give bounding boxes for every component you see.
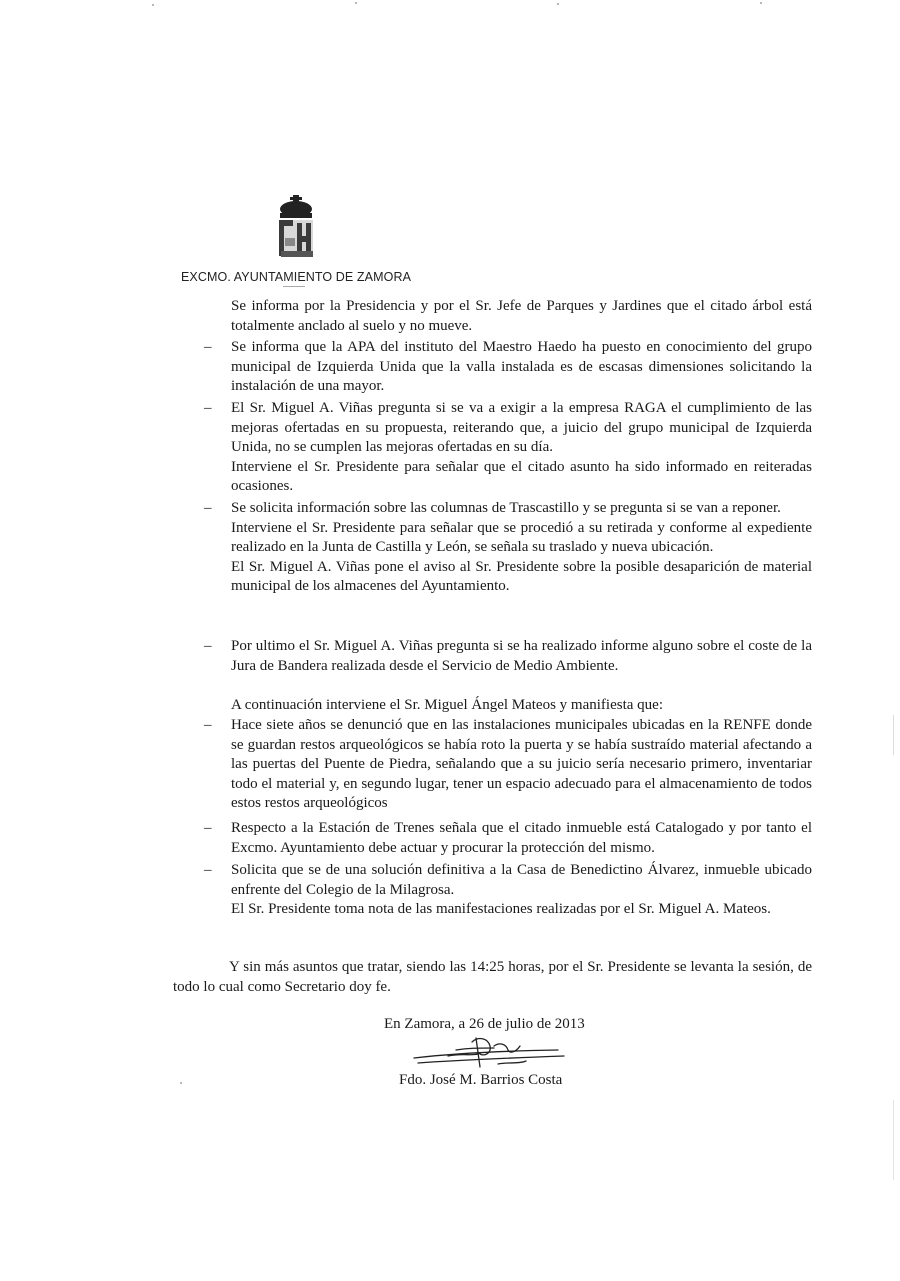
list-bullet: – xyxy=(204,717,212,733)
list-item xyxy=(231,297,812,336)
paragraph: Respecto a la Estación de Trenes señala que el citado inmueble está Catalogado y por tanto el Excmo. Ayuntamiento debe actuar y procurar la protección del mismo. xyxy=(231,820,812,856)
scan-artifact xyxy=(760,2,762,4)
scan-artifact xyxy=(557,3,559,5)
scan-artifact xyxy=(355,2,357,4)
list-bullet: – xyxy=(204,500,212,516)
paragraph: Solicita que se de una solución definitiva a la Casa de Benedictino Álvarez, inmueble ubicado enfrente del Colegio de la Milagrosa. xyxy=(231,862,812,898)
paragraph: Se informa que la APA del instituto del Maestro Haedo ha puesto en conocimiento del grupo municipal de Izquierda Unida que la valla instalada es de escasas dimensiones solicitando la instalación de una mayor. xyxy=(231,339,812,394)
handwritten-signature-icon xyxy=(408,1034,568,1072)
place-date: En Zamora, a 26 de julio de 2013 xyxy=(384,1016,585,1032)
list-item xyxy=(204,716,812,814)
paragraph: Se solicita información sobre las columnas de Trascastillo y se pregunta si se van a reponer. xyxy=(231,500,781,516)
organization-header: EXCMO. AYUNTAMIENTO DE ZAMORA xyxy=(181,270,412,284)
city-crest-icon xyxy=(272,193,320,263)
paragraph: El Sr. Presidente toma nota de las manifestaciones realizadas por el Sr. Miguel A. Mateos. xyxy=(231,901,771,917)
list-item xyxy=(204,861,812,920)
list-item xyxy=(204,399,812,497)
list-item xyxy=(204,338,812,397)
scan-artifact xyxy=(893,1100,894,1180)
paragraph: El Sr. Miguel A. Viñas pone el aviso al Sr. Presidente sobre la posible desaparición de material municipal de los almacenes del Ayuntamiento. xyxy=(231,558,812,594)
closing-paragraph: Y sin más asuntos que tratar, siendo las 14:25 horas, por el Sr. Presidente se levanta la sesión, de todo lo cual como Secretario doy fe. xyxy=(173,959,812,995)
list-bullet: – xyxy=(204,862,212,878)
signer-name: Fdo. José M. Barrios Costa xyxy=(399,1072,563,1088)
paragraph: Interviene el Sr. Presidente para señalar que el citado asunto ha sido informado en reiteradas ocasiones. xyxy=(231,458,812,494)
list-item xyxy=(204,637,812,676)
scan-artifact xyxy=(180,1082,182,1084)
list-item xyxy=(204,819,812,858)
header-underline xyxy=(283,286,305,287)
scan-artifact xyxy=(152,4,154,6)
scan-artifact xyxy=(893,715,894,755)
paragraph: Se informa por la Presidencia y por el Sr. Jefe de Parques y Jardines que el citado árbol está totalmente anclado al suelo y no mueve. xyxy=(231,298,812,334)
list-bullet: – xyxy=(204,638,212,654)
intro-line: A continuación interviene el Sr. Miguel Ángel Mateos y manifiesta que: xyxy=(231,697,663,713)
paragraph: El Sr. Miguel A. Viñas pregunta si se va a exigir a la empresa RAGA el cumplimiento de las mejoras ofertadas en su propuesta, reiterando que, a juicio del grupo municipal de Izquierda Unida, no se cumplen las mejoras ofertadas en su día. xyxy=(231,400,812,455)
paragraph: Por ultimo el Sr. Miguel A. Viñas pregunta si se ha realizado informe alguno sobre el coste de la Jura de Bandera realizada desde el Servicio de Medio Ambiente. xyxy=(231,638,812,674)
list-bullet: – xyxy=(204,400,212,416)
list-bullet: – xyxy=(204,820,212,836)
paragraph: Interviene el Sr. Presidente para señalar que se procedió a su retirada y conforme al expediente realizado en la Junta de Castilla y León, se señala su traslado y nueva ubicación. xyxy=(231,519,812,555)
paragraph: Hace siete años se denunció que en las instalaciones municipales ubicadas en la RENFE donde se guardan restos arqueológicos se había roto la puerta y se había sustraído material afectando a las puertas del Puente de Piedra, señalando que a su juicio sería necesario primero, inventariar todo el material y, en segundo lugar, tener un espacio adecuado para el almacenamiento de todos estos restos arqueológicos xyxy=(231,717,812,811)
list-bullet: – xyxy=(204,339,212,355)
list-item xyxy=(204,499,812,597)
